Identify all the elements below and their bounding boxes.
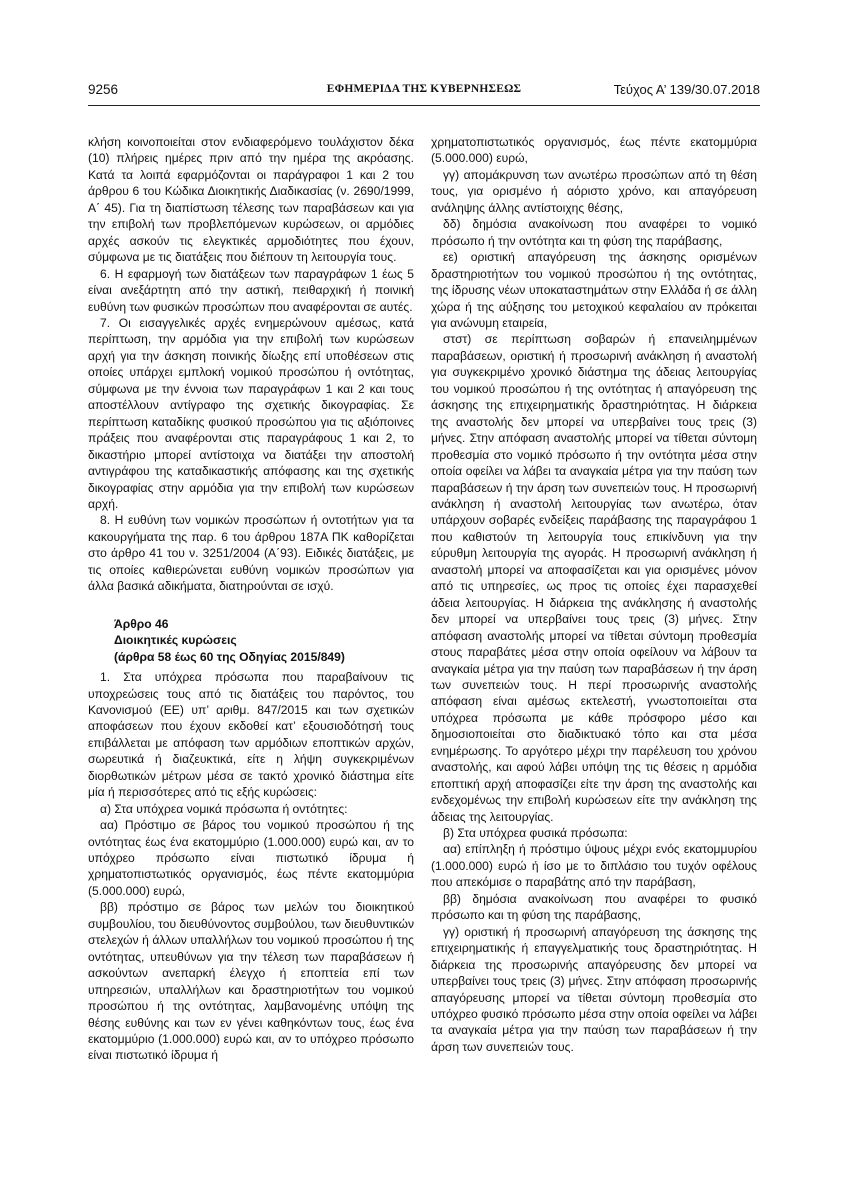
item-b-natural-persons: β) Στα υπόχρεα φυσικά πρόσωπα: — [443, 826, 628, 841]
item-aa: αα) Πρόστιμο σε βάρος του νομικού προσώπου ή της οντότητας έως ένα εκατομμύριο (1.000.000) ευρώ και, αν το υπόχρεο πρόσωπο είναι πιστωτικό ίδρυμα ή χρηματοπιστωτικός οργανισμός, έως πέντε εκατομμύρια (5.000.000) ευρώ, — [88, 818, 414, 898]
item-dd: δδ) δημόσια ανακοίνωση που αναφέρει το νομικό πρόσωπο ή την οντότητα και τη φύση της παράβασης, — [431, 217, 757, 248]
article-subtitle: (άρθρα 58 έως 60 της Οδηγίας 2015/849) — [114, 649, 345, 664]
page-number: 9256 — [88, 82, 119, 97]
left-column — [88, 134, 414, 1064]
item-bb: ββ) πρόστιμο σε βάρος των μελών του διοικητικού συμβουλίου, του διευθύνοντος συμβούλου, των διευθυντικών στελεχών ή άλλων υπαλλήλων του νομικού προσώπου ή της οντότητας, υπευθύνων για την τέλεση των παραβάσεων ή ασκούντων ανεπαρκή έλεγχο ή εποπτεία επί των υπηρεσιών, υπαλλήλων και δραστηριοτήτων του νομικού προσώπου ή της οντότητας, λαμβανομένης υπόψη της θέσης ευθύνης και των εν γένει καθηκόντων τους, έως ένα εκατομμύριο (1.000.000) ευρώ και, αν το υπόχρεο πρόσωπο είναι πιστωτικό ίδρυμα ή — [88, 900, 414, 1063]
issue-info: Τεύχος Α’ 139/30.07.2018 — [613, 82, 760, 97]
item-stst: στστ) σε περίπτωση σοβαρών ή επανειλημμένων παραβάσεων, οριστική ή προσωρινή ανάκληση ή αναστολή για συγκεκριμένο χρονικό διάστημα της άδειας λειτουργίας του νομικού προσώπου ή της οντότητας ή απαγόρευση της άσκησης της επιχειρηματικής δραστηριότητας. Η διάρκεια της αναστολής δεν μπορεί να υπερβαίνει τους τρεις (3) μήνες. Στην απόφαση αναστολής μπορεί να τίθεται σύντομη προθεσμία στο νομικό πρόσωπο ή την οντότητα μέσα στην οποία οφείλει να λάβει τα αναγκαία μέτρα για την παύση των παραβάσεων ή την άρση των συνεπειών τους. Η προσωρινή ανάκληση ή αναστολή λειτουργίας των ανωτέρω, όταν υπάρχουν σοβαρές ενδείξεις παράβασης της παραγράφου 1 που καθιστούν τη λειτουργία τους επικίνδυνη για την εύρυθμη λειτουργία της αγοράς. Η προσωρινή ανάκληση ή αναστολή μπορεί να αποφασίζεται και για ορισμένες μόνον από τις υπηρεσίες, ως προς τις οποίες έχει παρασχεθεί άδεια λειτουργίας. Η διάρκεια της ανάκλησης ή αναστολής δεν μπορεί να υπερβαίνει τους τρεις (3) μήνες. Στην απόφαση αναστολής μπορεί να τίθεται σύντομη προθεσμία στους παραβάτες μέσα στην οποία οφείλουν να λάβουν τα αναγκαία μέτρα για την παύση των παραβάσεων ή την άρση των συνεπειών τους. Η περί προσωρινής αναστολής απόφαση είναι αμέσως εκτελεστή, γνωστοποιείται στα υπόχρεα πρόσωπα με κάθε πρόσφορο μέσο και δημοσιοποιείται στο διαδικτυακό τόπο και στα μέσα ενημέρωσης. Το αργότερο μέχρι την παρέλευση του χρόνου αναστολής, και αφού λάβει υπόψη της τις θέσεις η αρμόδια εποπτική αρχή αποφασίζει είτε την άρση της αναστολής και ενδεχομένως την επιβολή κυρώσεων είτε την ανάκληση της άδειας της λειτουργίας. — [431, 332, 757, 824]
item-gg: γγ) απομάκρυνση των ανωτέρω προσώπων από τη θέση τους, για ορισμένο ή αόριστο χρόνο, και απαγόρευση ανάληψης άλλης αντίστοιχης θέσης, — [431, 167, 757, 215]
paragraph-8: 8. Η ευθύνη των νομικών προσώπων ή οντοτήτων για τα κακουργήματα της παρ. 6 του άρθρου 187Α ΠΚ καθορίζεται στο άρθρο 41 του ν. 3251/2004 (Α΄93). Ειδικές διατάξεις, με τις οποίες καθιερώνεται ευθύνη νομικών προσώπων για άλλα βασικά αδικήματα, διατηρούνται σε ισχύ. — [88, 513, 414, 594]
item-b-bb: ββ) δημόσια ανακοίνωση που αναφέρει το φυσικό πρόσωπο και τη φύση της παράβασης, — [431, 891, 757, 923]
item-a-legal-entities: α) Στα υπόχρεα νομικά πρόσωπα ή οντότητες: — [100, 801, 348, 816]
right-column — [431, 134, 757, 1055]
article-paragraph-1: 1. Στα υπόχρεα πρόσωπα που παραβαίνουν τις υποχρεώσεις τους από τις διατάξεις του παρόντος, του Κανονισμού (ΕΕ) υπ’ αριθμ. 847/2015 και των σχετικών αποφάσεων που έχουν εκδοθεί κατ’ εξουσιοδότησή τους επιβάλλεται με απόφαση των αρμόδιων εποπτικών αρχών, σωρευτικά ή διαζευκτικά, είτε η λήψη συγκεκριμένων διορθωτικών μέτρων μέσα σε τακτό χρονικό διάστημα είτε μία ή περισσότερες από τις εξής κυρώσεις: — [88, 670, 414, 800]
paragraph-continuation: κλήση κοινοποιείται στον ενδιαφερόμενο τουλάχιστον δέκα (10) πλήρεις ημέρες πριν από την ημέρα της ακρόασης. Κατά τα λοιπά εφαρμόζονται οι παράγραφοι 1 και 2 του άρθρου 6 του Κώδικα Διοικητικής Διαδικασίας (ν. 2690/1999, Α΄ 45). Για τη διαπίστωση τέλεσης των παραβάσεων και για την επιβολή των προβλεπόμενων κυρώσεων, οι αρμόδιες αρχές ασκούν τις ελεγκτικές αρμοδιότητες που έχουν, σύμφωνα με τις διατάξεις που διέπουν τη λειτουργία τους. — [88, 135, 414, 265]
item-b-aa: αα) επίπληξη ή πρόστιμο ύψους μέχρι ενός εκατομμυρίου (1.000.000) ευρώ ή ίσο με το διπλάσιο του τυχόν οφέλους που απεκόμισε ο παραβάτης από την παράβαση, — [431, 842, 757, 890]
item-bb-continuation: χρηματοπιστωτικός οργανισμός, έως πέντε εκατομμύρια (5.000.000) ευρώ, — [431, 135, 757, 166]
item-ee: εε) οριστική απαγόρευση της άσκησης ορισμένων δραστηριοτήτων του νομικού προσώπου ή της οντότητας, της ίδρυσης νέων υποκαταστημάτων στην Ελλάδα ή σε άλλη χώρα ή της αύξησης του μετοχικού κεφαλαίου αν πρόκειται για ανώνυμη εταιρεία, — [431, 250, 757, 330]
page-header — [88, 82, 760, 104]
header-rule — [88, 105, 760, 106]
journal-title: ΕΦΗΜΕΡΙΔΑ ΤΗΣ ΚΥΒΕΡΝΗΣΕΩΣ — [326, 83, 522, 95]
article-title: Διοικητικές κυρώσεις — [114, 633, 237, 648]
paragraph-6: 6. Η εφαρμογή των διατάξεων των παραγράφων 1 έως 5 είναι ανεξάρτητη από την αστική, πειθαρχική ή ποινική ευθύνη των φυσικών προσώπων που αναφέρονται σε αυτές. — [88, 266, 414, 314]
article-number: Άρθρο 46 — [114, 616, 169, 631]
paragraph-7: 7. Οι εισαγγελικές αρχές ενημερώνουν αμέσως, κατά περίπτωση, την αρμόδια για την επιβολή των κυρώσεων αρχή για την άσκηση ποινικής δίωξης επί υποθέσεων στις οποίες υπάρχει εμπλοκή νομικού προσώπου ή οντότητας, σύμφωνα με την έννοια των παραγράφων 1 και 2 και τους αποστέλλουν αντίγραφο της σχετικής δικογραφίας. Σε περίπτωση καταδίκης φυσικού προσώπου για τις αξιόποινες πράξεις που αναφέρονται στις παραγράφους 1 και 2, το δικαστήριο μπορεί αντίστοιχα να διατάξει την αποστολή αντιγράφου της καταδικαστικής απόφασης και της σχετικής δικογραφίας στην αρμόδια για την επιβολή των κυρώσεων αρχή. — [88, 315, 414, 511]
article-heading — [114, 616, 414, 665]
item-b-gg: γγ) οριστική ή προσωρινή απαγόρευση της άσκησης της επιχειρηματικής ή επαγγελματικής τους δραστηριότητας. Η διάρκεια της προσωρινής απαγόρευσης δεν μπορεί να υπερβαίνει τους τρεις (3) μήνες. Στην απόφαση προσωρινής απαγόρευσης μπορεί να τίθεται σύντομη προθεσμία στο υπόχρεο φυσικό πρόσωπο μέσα στην οποία οφείλει να λάβει τα αναγκαία μέτρα για την παύση των παραβάσεων ή την άρση των συνεπειών τους. — [431, 924, 757, 1054]
